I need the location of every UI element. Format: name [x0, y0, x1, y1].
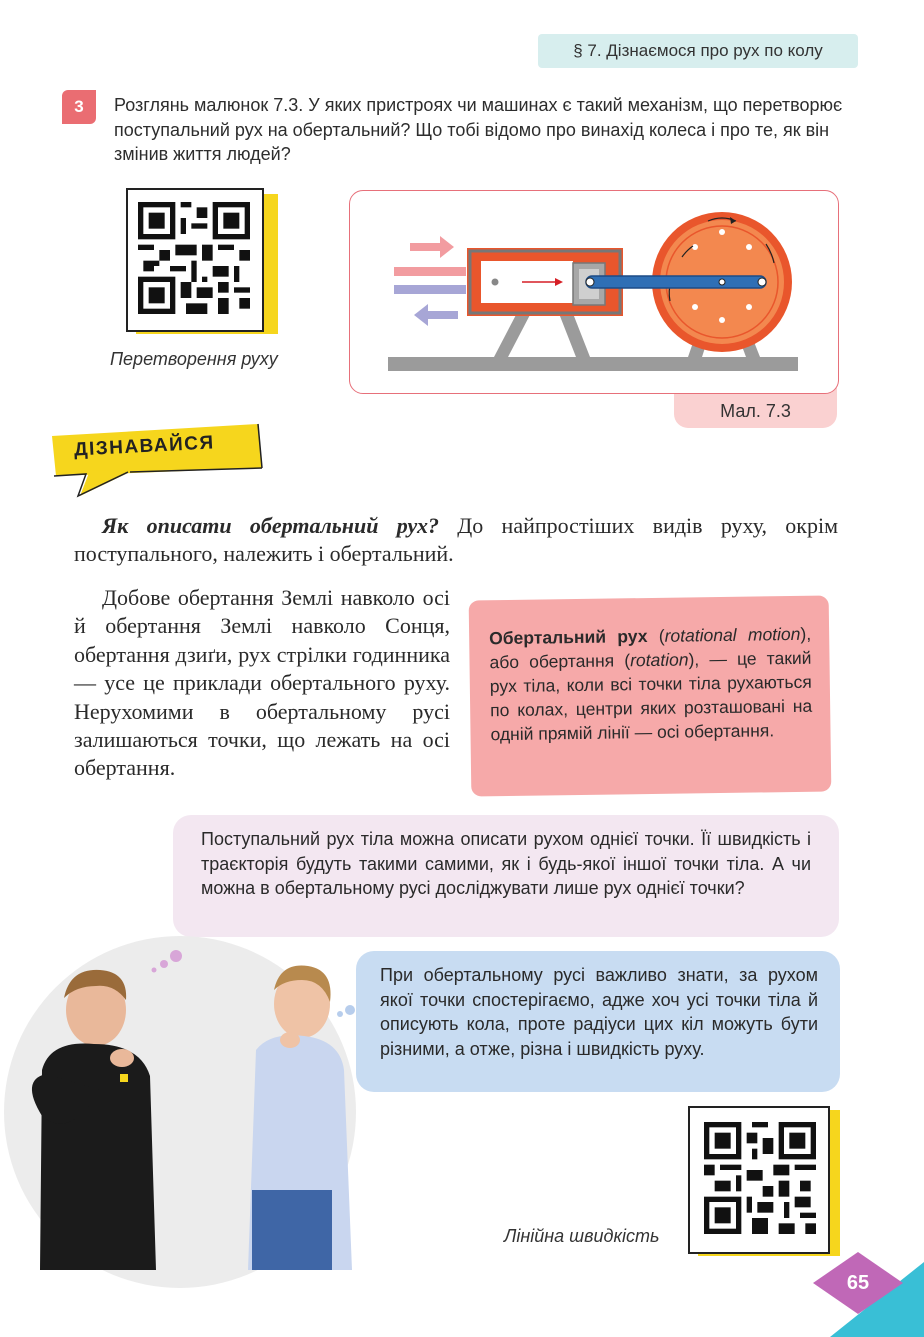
two-boys-illustration: [0, 940, 360, 1270]
task-text: Розглянь малюнок 7.3. У яких пристроях чи машинах є такий механізм, що перетворює поступальний рух на обертальний? Що тобі відомо про винахід колеса і про те, як він змінив життя людей?: [114, 95, 843, 164]
body-paragraph-text: Добове обертання Землі навколо осі й обертання Землі навколо Сонця, обертання дзиґи, рух стрілки годинника — усе це приклади обертального руху. Нерухомими в обертальному русі залишаються точки, що лежать на осі обертання.: [74, 585, 450, 781]
qr-pattern-icon: [138, 202, 250, 314]
definition-mid: ), або обертання (: [489, 623, 812, 673]
figure-7-3: [349, 190, 839, 394]
qr-code-top[interactable]: [126, 188, 276, 338]
definition-box: [469, 595, 832, 796]
speech-bubble-question-text: Поступальний рух тіла можна описати рухом однієї точки. Її швидкість і траєкторія будуть такими самими, як і будь-якої іншої точки тіла. А чи можна в обертальному русі досліджувати лише рух однієї точки?: [201, 829, 811, 898]
page-number: 65: [846, 1271, 870, 1294]
speech-bubble-answer-text: При обертальному русі важливо знати, за рухом якої точки спостерігаємо, адже хоч усі точки тіла й описують кола, проте радіуси цих кіл можуть бути різними, а отже, різна і швидкість руху.: [380, 965, 818, 1059]
qr-caption-top: Перетворення руху: [110, 349, 278, 369]
learn-banner-label: ДІЗНАВАЙСЯ: [73, 432, 216, 461]
task-number-badge: [62, 90, 96, 124]
speech-bubble-question: [173, 815, 839, 937]
section-header: [538, 34, 858, 68]
definition-paren: (: [647, 625, 665, 647]
arrow-right-icon: [410, 236, 454, 258]
qr-caption-bottom: Лінійна швидкість: [504, 1226, 660, 1246]
definition-english-1: rotational motion: [664, 623, 801, 646]
qr-pattern-icon: [704, 1122, 816, 1234]
definition-text: ), — це такий рух тіла, коли всі точки тіла рухаються по колах, центри яких розташовані на одній прямій лінії — осі обертання.: [489, 647, 813, 745]
body-paragraph: [74, 584, 450, 783]
definition-term: Обертальний рух: [489, 626, 648, 649]
base-rail: [388, 357, 798, 371]
section-title: § 7. Дізнаємося про рух по колу: [573, 41, 823, 60]
connecting-rod: [586, 276, 766, 288]
definition-english-2: rotation: [630, 649, 689, 671]
intro-paragraph: [74, 512, 838, 568]
intro-lead: Як описати обертальний рух?: [102, 513, 439, 538]
speech-bubble-answer: [356, 951, 840, 1092]
task-number: 3: [74, 97, 84, 116]
mechanism-diagram: [350, 191, 838, 393]
figure-label-text: Мал. 7.3: [720, 400, 791, 421]
qr-code-bottom[interactable]: [688, 1106, 838, 1256]
arrow-left-icon: [414, 304, 458, 326]
intro-rest: До найпростіших видів руху, окрім поступального, належить і обертальний.: [74, 513, 838, 566]
